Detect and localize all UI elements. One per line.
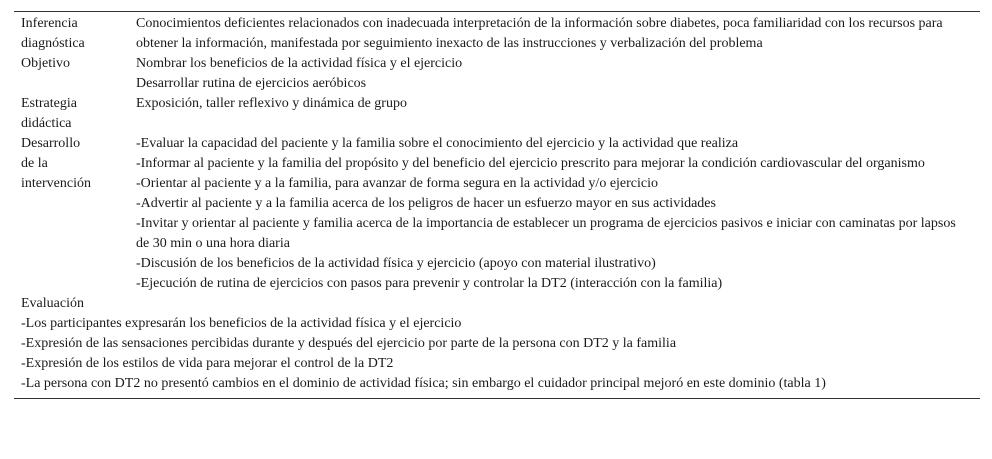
row-content-line: Desarrollar rutina de ejercicios aeróbicos [136,76,367,91]
row-content-line: -Informar al paciente y la familia del propósito y del beneficio del ejercicio prescrito para mejorar la condición cardiovascular del organismo [136,156,925,171]
row-label-line: didáctica [21,116,72,131]
row-content-line: Nombrar los beneficios de la actividad física y el ejercicio [136,56,463,71]
row-content [136,54,980,94]
row-label [14,94,136,134]
row-label [14,14,136,54]
row-label-line: diagnóstica [21,36,85,51]
row-content [136,134,980,294]
row-label [14,54,136,74]
intervention-table [14,11,980,399]
row-content-line: -Advertir al paciente y a la familia acerca de los peligros de hacer un esfuerzo mayor en sus actividades [136,196,716,211]
table-row-desarrollo [14,134,980,294]
evaluation-line: -Expresión de las sensaciones percibidas durante y después del ejercicio por parte de la persona con DT2 y la familia [21,336,677,351]
row-label-line: Desarrollo [21,136,81,151]
row-content-line: -Ejecución de rutina de ejercicios con pasos para prevenir y controlar la DT2 (interacción con la familia) [136,276,723,291]
row-content-line: -Discusión de los beneficios de la actividad física y ejercicio (apoyo con material ilustrativo) [136,256,656,271]
evaluation-line: -La persona con DT2 no presentó cambios en el dominio de actividad física; sin embargo el cuidador principal mejoró en este dominio (tabla 1) [21,376,826,391]
row-label-line: Estrategia [21,96,77,111]
row-content-line: -Orientar al paciente y a la familia, para avanzar de forma segura en la actividad y/o ejercicio [136,176,658,191]
row-label-line: Objetivo [21,56,70,71]
row-label [14,134,136,194]
evaluation-line: -Los participantes expresarán los beneficios de la actividad física y el ejercicio [21,316,462,331]
row-label-line: intervención [21,176,91,191]
table-row-inferencia [14,14,980,54]
row-content-line: Exposición, taller reflexivo y dinámica de grupo [136,96,407,111]
evaluation-line: -Expresión de los estilos de vida para mejorar el control de la DT2 [21,356,394,371]
row-label-line: Inferencia [21,16,78,31]
evaluation-section [14,294,980,394]
row-label-line: de la [21,156,48,171]
row-content-line: -Invitar y orientar al paciente y familia acerca de la importancia de establecer un programa de ejercicios pasivos e iniciar con caminatas por lapsos de 30 min o una hora diaria [136,216,956,251]
table-row-objetivo [14,54,980,94]
row-content-line: Conocimientos deficientes relacionados con inadecuada interpretación de la información sobre diabetes, poca familiaridad con los recursos para obtener la información, manifestada por seguimiento inexacto de las instrucciones y verbalización del problema [136,16,943,51]
evaluation-heading: Evaluación [21,296,84,311]
row-content [136,14,980,54]
row-content [136,94,980,114]
table-row-estrategia [14,94,980,134]
row-content-line: -Evaluar la capacidad del paciente y la familia sobre el conocimiento del ejercicio y la actividad que realiza [136,136,739,151]
